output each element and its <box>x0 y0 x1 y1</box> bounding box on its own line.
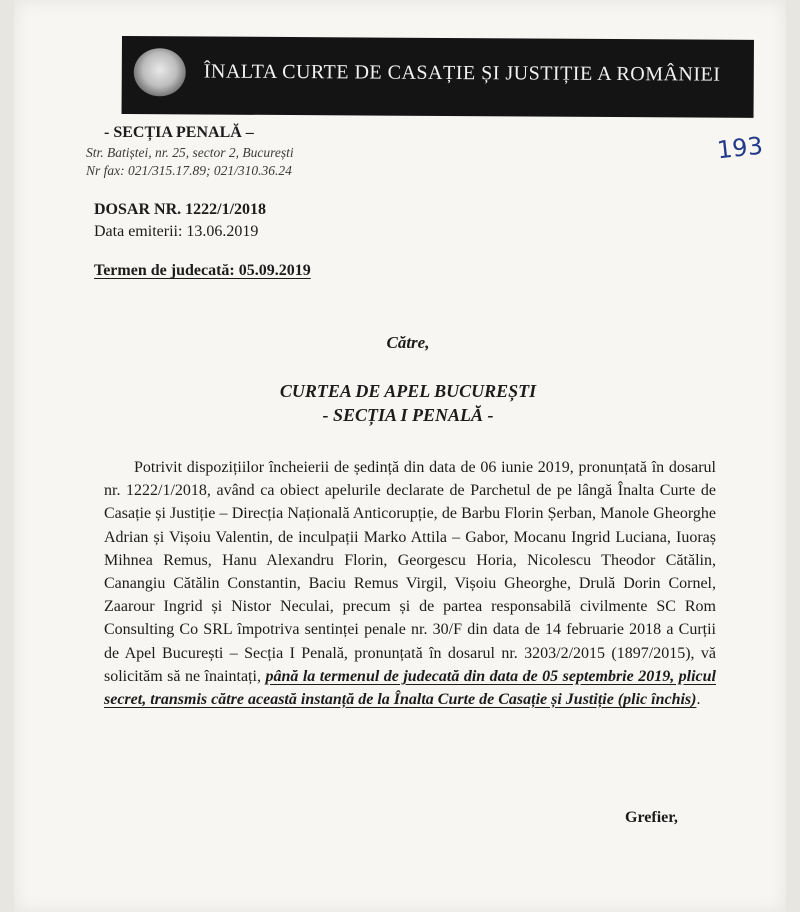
issue-date-label: Data emiterii: <box>94 223 183 240</box>
recipient-block <box>14 379 786 427</box>
to-label: Către, <box>386 333 430 352</box>
sender-section: - SECȚIA PENALĂ – <box>104 124 254 141</box>
recipient-section: - SECȚIA I PENALĂ - <box>322 405 494 425</box>
document-page <box>14 0 786 912</box>
hearing-term: Termen de judecată: 05.09.2019 <box>94 262 311 279</box>
court-name: ÎNALTA CURTE DE CASAȚIE ȘI JUSTIȚIE A ROMÂNIEI <box>203 60 721 86</box>
case-info <box>94 201 266 241</box>
sender-address: Str. Batiștei, nr. 25, sector 2, București <box>86 145 294 160</box>
court-seal-icon <box>134 48 186 96</box>
issue-date-value: 13.06.2019 <box>186 223 259 240</box>
body-main-text: Potrivit dispozițiilor încheierii de ședință din data de 06 iunie 2019, pronunțată în dosarul nr. 1222/1/2018, având ca obiect apelurile declarate de Parchetul de pe lângă Înalta Curte de Casație și Justiție – Direcția Națională Anticorupție, de Barbu Florin Șerban, Manole Gheorghe Adrian și Vișoiu Valentin, de inculpații Marko Attila – Gabor, Mocanu Ingrid Luciana, Iuoraș Mihnea Remus, Hanu Alexandru Florin, Georgescu Horia, Nicolescu Theodor Cătălin, Canangiu Cătălin Constantin, Baciu Remus Virgil, Vișoiu Gheorghe, Drulă Dorin Cornel, Zaarour Ingrid și Nistor Neculai, precum și de partea responsabilă civilmente SC Rom Consulting Co SRL împotriva sentinței penale nr. 30/F din data de 14 februarie 2018 a Curții de Apel București – Secția I Penală, pronunțată în dosarul nr. 3203/2/2015 (1897/2015), vă solicităm să ne înaintați, <box>104 459 716 685</box>
signature-label: Grefier, <box>625 809 678 826</box>
body-emphasis-text: până la termenul de judecată din data de 05 septembrie 2019, plicul secret, transmis către această instanță de la Înalta Curte de Casație și Justiție (plic închis) <box>104 667 717 709</box>
file-number: DOSAR NR. 1222/1/2018 <box>94 201 267 218</box>
letter-body <box>104 456 716 711</box>
sender-block <box>86 124 294 180</box>
sender-phone-fax: Nr fax: 021/315.17.89; 021/310.36.24 <box>86 163 292 178</box>
issue-date-line <box>94 223 266 241</box>
court-header-banner <box>122 36 754 118</box>
recipient-court: CURTEA DE APEL BUCUREȘTI <box>279 381 537 401</box>
handwritten-page-number: 193 <box>715 131 765 165</box>
body-end-text: . <box>696 691 701 709</box>
